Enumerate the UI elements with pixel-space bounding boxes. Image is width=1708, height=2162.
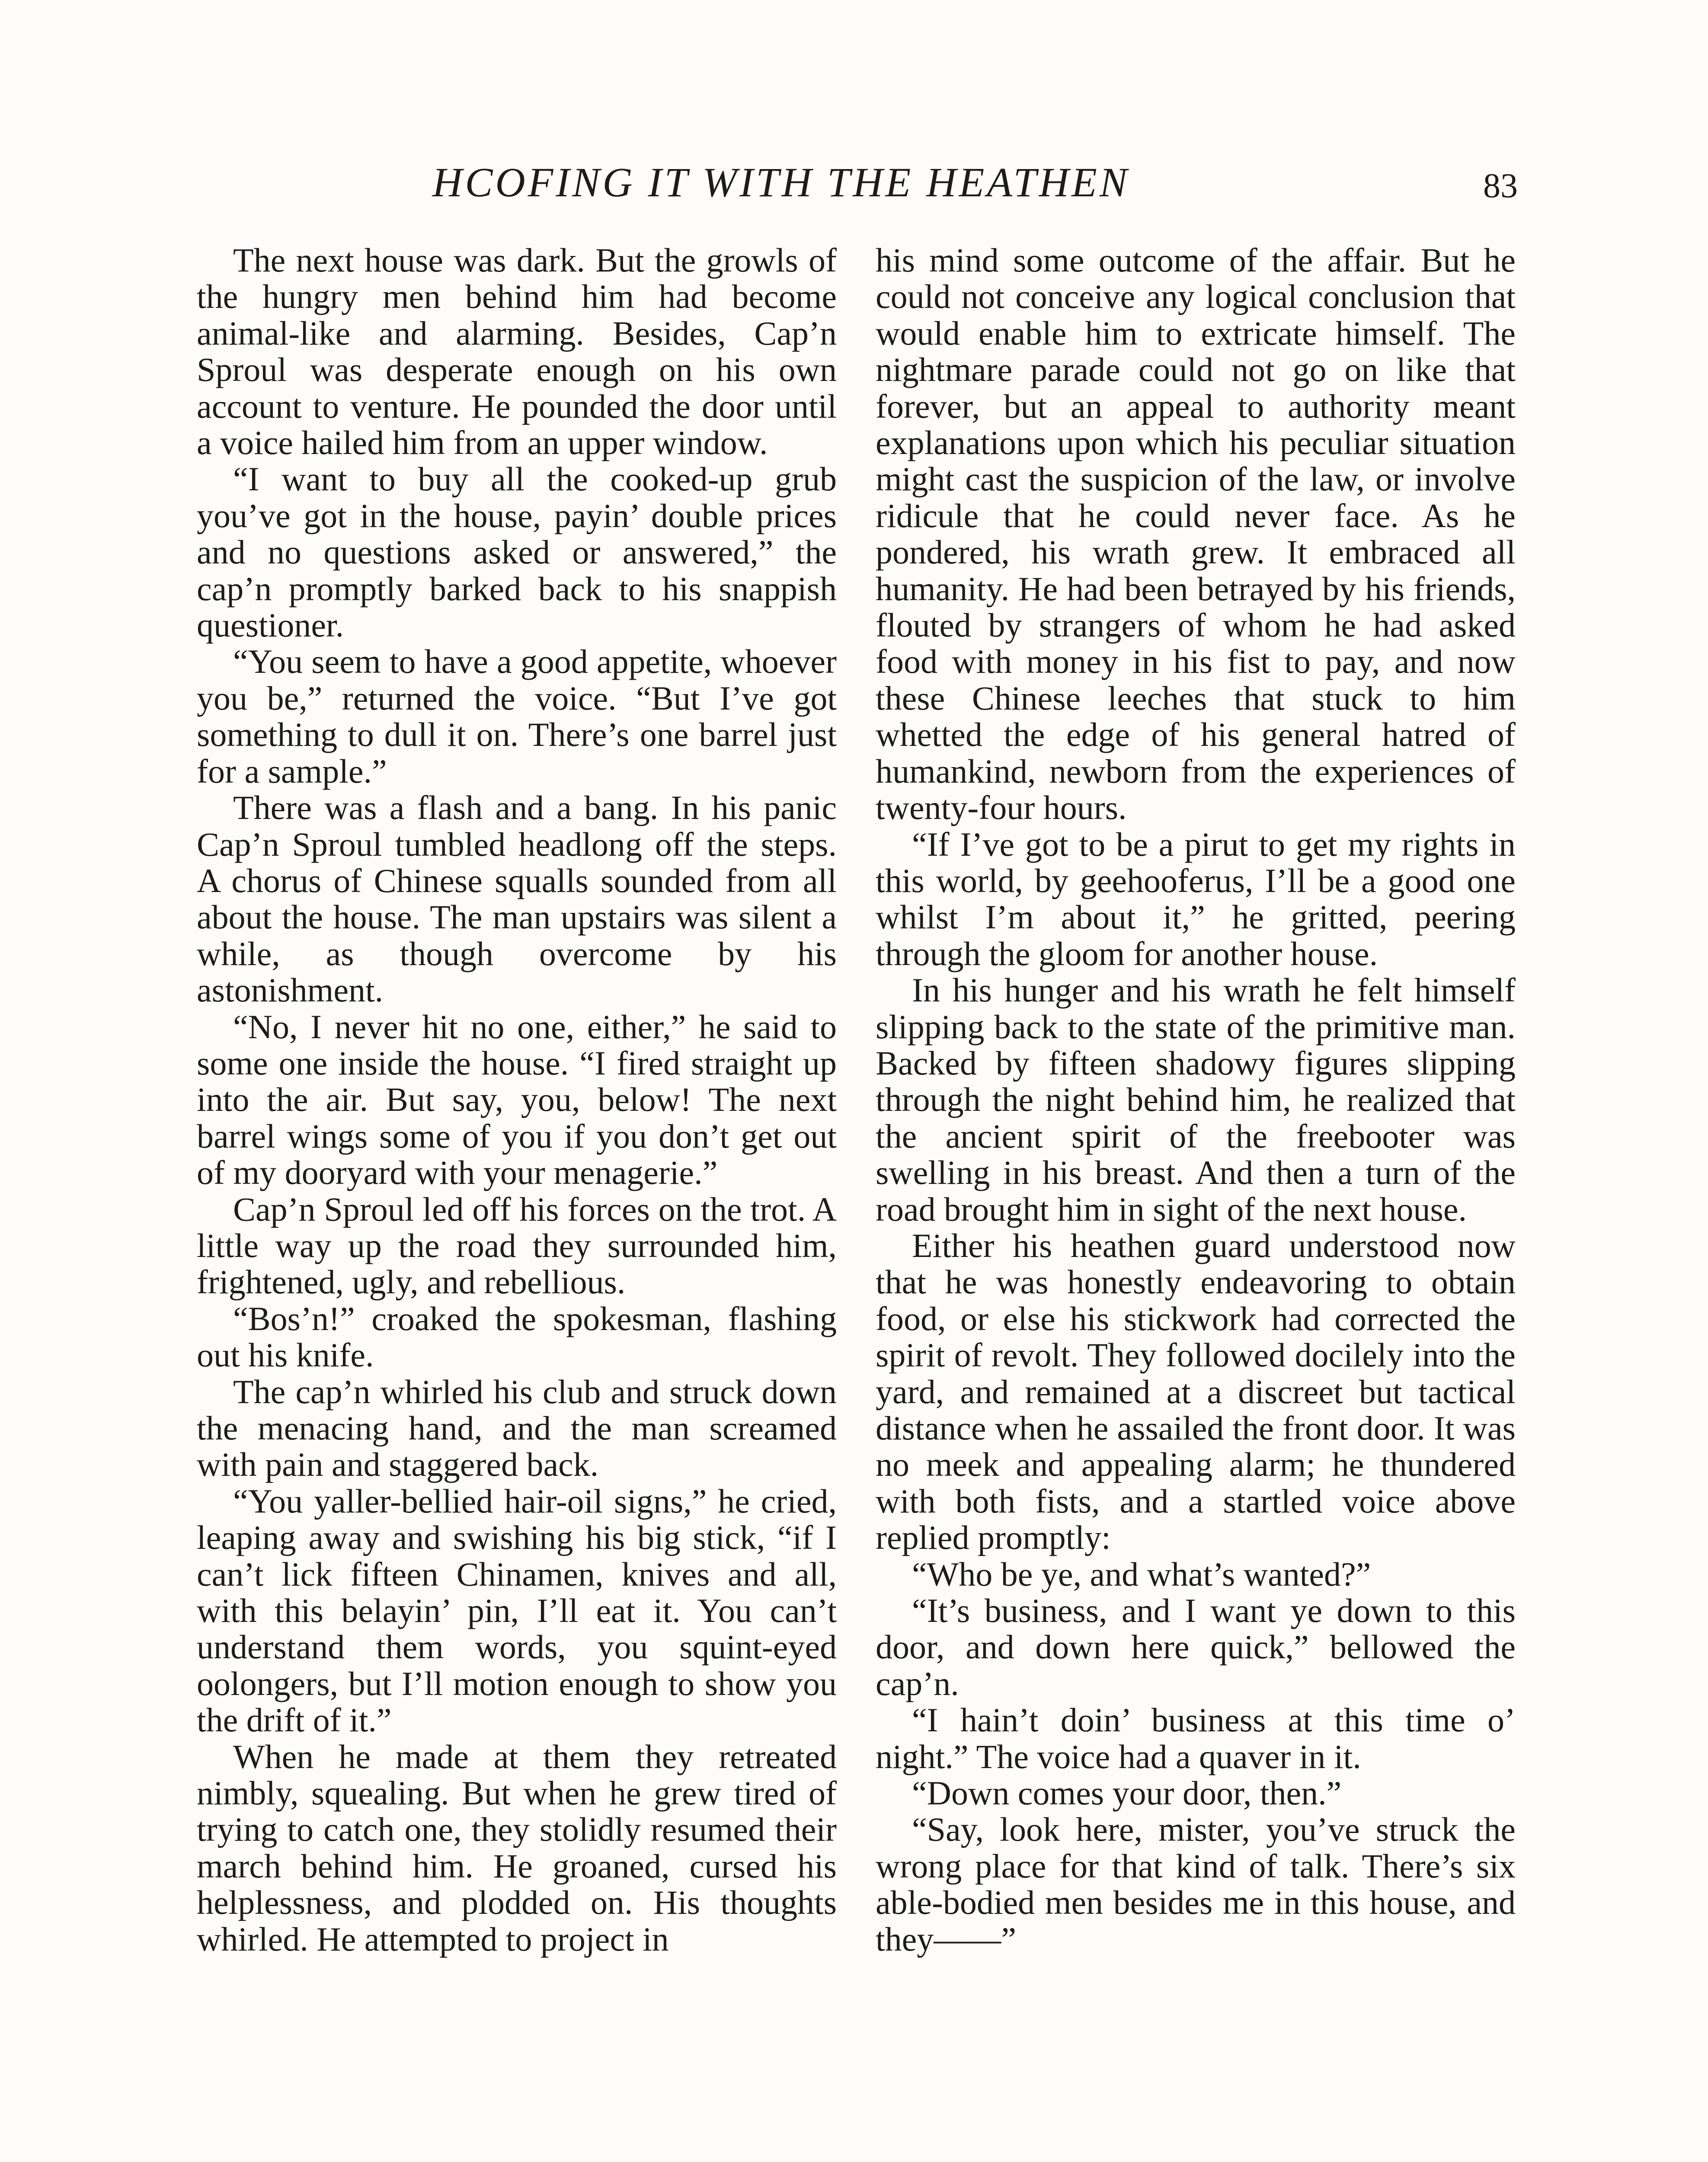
paragraph: “If I’ve got to be a pirut to get my rights in this world, by geehooferus, I’ll be a good one whilst I’m about it,” he gritted, peering through the gloom for another house. — [876, 825, 1516, 972]
paragraph: The next house was dark. But the growls of the hungry men behind him had become animal-like and alarming. Besides, Cap’n Sproul was desperate enough on his own account to venture. He pounded the door until a voice hailed him from an upper window. — [197, 241, 837, 462]
paragraph: Cap’n Sproul led off his forces on the trot. A little way up the road they surrounded him, frightened, ugly, and rebellious. — [197, 1190, 837, 1301]
text-column-left — [197, 242, 837, 1957]
text-column-right — [876, 242, 1516, 1957]
running-head — [190, 157, 1518, 208]
paragraph: When he made at them they retreated nimbly, squealing. But when he grew tired of trying to catch one, they stolidly resumed their march behind him. He groaned, cursed his helplessness, and plodded on. His thoughts whirled. He attempted to project in — [197, 1737, 837, 1958]
paragraph: “I want to buy all the cooked-up grub you’ve got in the house, payin’ double prices and no questions asked or answered,” the cap’n promptly barked back to his snappish questioner. — [197, 460, 837, 644]
paragraph-continued: his mind some outcome of the affair. But he could not conceive any logical conclusion that would enable him to extricate himself. The nightmare parade could not go on like that forever, but an appeal to authority meant explanations upon which his peculiar situation might cast the suspicion of the law, or involve ridicule that he could never face. As he pondered, his wrath grew. It embraced all humanity. He had been betrayed by his friends, flouted by strangers of whom he had asked food with money in his fist to pay, and now these Chinese leeches that stuck to him whetted the edge of his general hatred of humankind, newborn from the experiences of twenty-four hours. — [876, 241, 1516, 827]
paragraph: In his hunger and his wrath he felt himself slipping back to the state of the primitive man. Backed by fifteen shadowy figures slipping through the night behind him, he realized that the ancient spirit of the freebooter was swelling in his breast. And then a turn of the road brought him in sight of the next house. — [876, 971, 1516, 1228]
paragraph: “You yaller-bellied hair-oil signs,” he cried, leaping away and swishing his big stick, “if I can’t lick fifteen Chinamen, knives and all, with this belayin’ pin, I’ll eat it. You can’t understand them words, you squint-eyed oolongers, but I’ll motion enough to show you the drift of it.” — [197, 1482, 837, 1739]
paragraph: “I hain’t doin’ business at this time o’ night.” The voice had a quaver in it. — [876, 1701, 1516, 1775]
running-title: HCOFING IT WITH THE HEATHEN — [432, 159, 1130, 205]
paragraph: There was a flash and a bang. In his panic Cap’n Sproul tumbled headlong off the steps. A chorus of Chinese squalls sounded from all about the house. The man upstairs was silent a while, as though overcome by his astonishment. — [197, 789, 837, 1009]
paragraph: “Who be ye, and what’s wanted?” — [912, 1555, 1371, 1593]
paragraph: “Bos’n!” croaked the spokesman, flashing out his knife. — [197, 1299, 837, 1374]
paragraph: Either his heathen guard understood now that he was honestly endeavoring to obtain food, or else his stickwork had corrected the spirit of revolt. They followed docilely into the yard, and remained at a discreet but tactical distance when he assailed the front door. It was no meek and appealing alarm; he thundered with both fists, and a startled voice above replied promptly: — [876, 1226, 1516, 1557]
paragraph: “No, I never hit no one, either,” he said to some one inside the house. “I fired straight up into the air. But say, you, below! The next barrel wings some of you if you don’t get out of my dooryard with your menagerie.” — [197, 1007, 837, 1192]
paragraph: The cap’n whirled his club and struck down the menacing hand, and the man screamed with pain and staggered back. — [197, 1372, 837, 1484]
paragraph: “Say, look here, mister, you’ve struck the wrong place for that kind of talk. There’s six able-bodied men besides me in this house, and they——” — [876, 1810, 1516, 1958]
paragraph: “It’s business, and I want ye down to this door, and down here quick,” bellowed the cap’n. — [876, 1592, 1516, 1702]
paragraph: “You seem to have a good appetite, whoever you be,” returned the voice. “But I’ve got something to dull it on. There’s one barrel just for a sample.” — [197, 643, 837, 790]
page-number: 83 — [1483, 167, 1518, 205]
paragraph: “Down comes your door, then.” — [912, 1774, 1342, 1812]
